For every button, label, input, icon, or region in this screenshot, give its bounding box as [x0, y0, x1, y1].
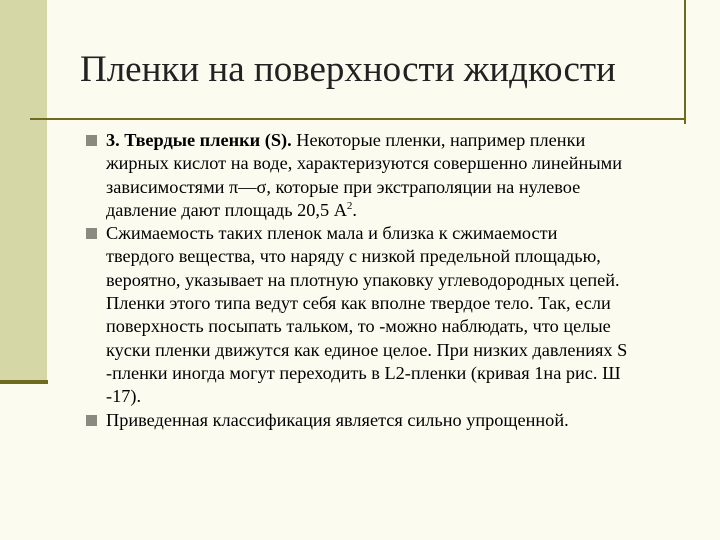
bullet-line: поверхность посыпать тальком, то -можно наблюдать, что целые — [106, 316, 611, 337]
bullet-item-compressibility — [86, 222, 686, 408]
bullet-square-icon — [86, 415, 97, 426]
bullet-square-icon — [86, 135, 97, 146]
bullet-line: жирных кислот на воде, характеризуются совершенно линейными — [106, 153, 622, 174]
bullet-line: -17). — [106, 386, 142, 407]
bullet-lead-bold: 3. Твердые пленки (S). — [106, 130, 292, 150]
bullet-line — [106, 199, 686, 222]
left-decor-band — [0, 0, 47, 383]
bullet-line — [106, 129, 686, 152]
bullet-square-icon — [86, 228, 97, 239]
bullet-text: давление дают площадь 20,5 А — [106, 199, 347, 220]
title-divider — [30, 118, 685, 120]
bullet-text: . — [352, 199, 357, 220]
bullet-line: зависимостями π—σ, которые при экстраполяции на нулевое — [106, 176, 581, 197]
bullet-item-classification — [86, 409, 686, 432]
bullet-line: Пленки этого типа ведут себя как вполне твердое тело. Так, если — [106, 293, 611, 314]
bullet-line: Сжимаемость таких пленок мала и близка к сжимаемости — [106, 223, 558, 244]
bullet-item-solid-films — [86, 129, 686, 222]
right-decor-rule — [684, 0, 686, 124]
bullet-line: Приведенная классификация является сильно упрощенной. — [106, 409, 569, 430]
bullet-line: -пленки иногда могут переходить в L2-пленки (кривая 1на рис. Ш — [106, 362, 621, 383]
slide-title: Пленки на поверхности жидкости — [80, 49, 616, 90]
superscript: 2 — [346, 199, 353, 212]
bullet-list — [86, 129, 686, 432]
left-decor-rule — [0, 380, 48, 384]
bullet-text: Некоторые пленки, например пленки — [291, 130, 586, 150]
bullet-line: вероятно, указывает на плотную упаковку углеводородных цепей. — [106, 269, 620, 290]
bullet-line: твердого вещества, что наряду с низкой предельной площадью, — [106, 246, 601, 267]
bullet-line: куски пленки движутся как единое целое. При низких давлениях S — [106, 339, 628, 360]
